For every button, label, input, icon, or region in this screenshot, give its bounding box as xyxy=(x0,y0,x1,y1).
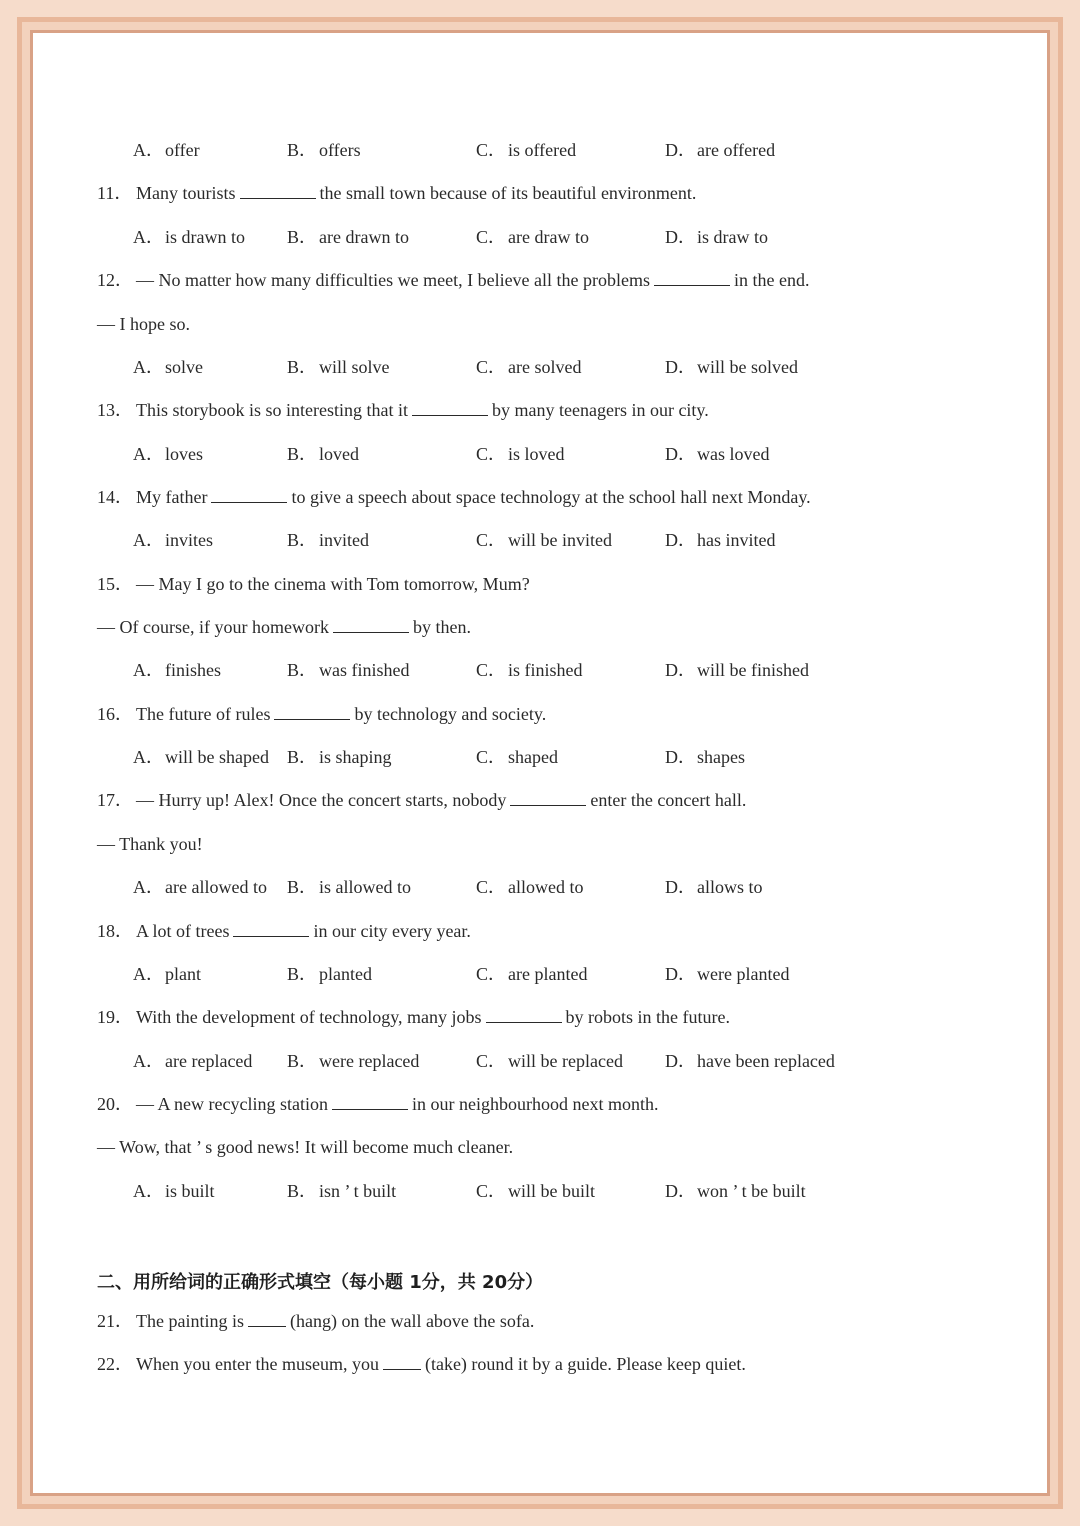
q11-option-d: D．is draw to xyxy=(665,227,768,247)
q13-option-b: B． loved xyxy=(287,444,359,464)
q17-stem: 17． — Hurry up! Alex! Once the concert starts, nobody enter the concert hall. xyxy=(97,790,747,810)
q12-reply: — I hope so. xyxy=(97,314,190,334)
q13-option-a: A．loves xyxy=(133,444,203,464)
answer-blank xyxy=(486,1006,562,1023)
answer-blank xyxy=(248,1310,286,1327)
q15-reply: — Of course, if your homework by then. xyxy=(97,617,471,637)
q14-option-d: D．has invited xyxy=(665,530,776,550)
q18-stem: 18． A lot of trees in our city every year. xyxy=(97,921,471,941)
answer-blank xyxy=(332,1093,408,1110)
q19-option-b: B． were replaced xyxy=(287,1051,420,1071)
q10-option-a: A．offer xyxy=(133,140,200,160)
answer-blank xyxy=(333,616,409,633)
q20-reply: — Wow, that ’ s good news! It will become much cleaner. xyxy=(97,1137,514,1157)
q18-option-a: A．plant xyxy=(133,964,201,984)
q20-option-a: A．is built xyxy=(133,1181,215,1201)
q18-options xyxy=(0,963,1080,985)
q16-option-b: B． is shaping xyxy=(287,747,392,767)
q15-option-d: D．will be finished xyxy=(665,660,809,680)
q14-option-b: B． invited xyxy=(287,530,369,550)
q13-options xyxy=(0,443,1080,465)
q17-option-a: A．are allowed to xyxy=(133,877,267,897)
q13-option-c: C． is loved xyxy=(476,444,565,464)
q20-option-b: B． isn ’ t built xyxy=(287,1181,397,1201)
q17-option-d: D．allows to xyxy=(665,877,763,897)
q15-options xyxy=(0,659,1080,681)
q18-option-d: D．were planted xyxy=(665,964,790,984)
q14-option-a: A．invites xyxy=(133,530,213,550)
q22-stem: 22． When you enter the museum, you (take) round it by a guide. Please keep quiet. xyxy=(97,1354,746,1374)
q17-option-b: B． is allowed to xyxy=(287,877,411,897)
answer-blank xyxy=(412,399,488,416)
q19-options xyxy=(0,1050,1080,1072)
q12-option-c: C． are solved xyxy=(476,357,582,377)
q17-options xyxy=(0,876,1080,898)
q12-stem: 12． — No matter how many difficulties we meet, I believe all the problems in the end. xyxy=(97,270,810,290)
q14-option-c: C． will be invited xyxy=(476,530,612,550)
q16-options xyxy=(0,746,1080,768)
q11-option-b: B． are drawn to xyxy=(287,227,409,247)
section-heading: 二、用所给词的正确形式填空（每小题 1分，共 20分） xyxy=(97,1272,544,1293)
q17-option-c: C． allowed to xyxy=(476,877,584,897)
q18-option-b: B． planted xyxy=(287,964,372,984)
q12-options xyxy=(0,356,1080,378)
answer-blank xyxy=(211,486,287,503)
q11-option-c: C． are draw to xyxy=(476,227,589,247)
q10-option-b: B． offers xyxy=(287,140,361,160)
q15-option-b: B． was finished xyxy=(287,660,410,680)
q20-option-d: D．won ’ t be built xyxy=(665,1181,806,1201)
q15-option-c: C． is finished xyxy=(476,660,583,680)
answer-blank xyxy=(654,269,730,286)
q16-stem: 16． The future of rules by technology and society. xyxy=(97,704,547,724)
q12-option-d: D．will be solved xyxy=(665,357,798,377)
q21-stem: 21． The painting is (hang) on the wall above the sofa. xyxy=(97,1311,535,1331)
q16-option-d: D．shapes xyxy=(665,747,745,767)
q15-stem: 15． — May I go to the cinema with Tom tomorrow, Mum? xyxy=(97,574,530,594)
q16-option-a: A．will be shaped xyxy=(133,747,269,767)
q11-options xyxy=(0,226,1080,248)
q20-stem: 20． — A new recycling station in our neighbourhood next month. xyxy=(97,1094,659,1114)
q17-reply: — Thank you! xyxy=(97,834,203,854)
q10-option-c: C． is offered xyxy=(476,140,577,160)
answer-blank xyxy=(233,920,309,937)
q16-option-c: C． shaped xyxy=(476,747,558,767)
q14-options xyxy=(0,529,1080,551)
q19-option-d: D．have been replaced xyxy=(665,1051,835,1071)
answer-blank xyxy=(510,789,586,806)
q14-stem: 14． My father to give a speech about space technology at the school hall next Monday. xyxy=(97,487,811,507)
q12-option-a: A．solve xyxy=(133,357,203,377)
answer-blank xyxy=(240,182,316,199)
q19-stem: 19． With the development of technology, many jobs by robots in the future. xyxy=(97,1007,731,1027)
q18-option-c: C． are planted xyxy=(476,964,588,984)
q10-option-d: D．are offered xyxy=(665,140,776,160)
q19-option-a: A．are replaced xyxy=(133,1051,253,1071)
q13-option-d: D．was loved xyxy=(665,444,770,464)
q19-option-c: C． will be replaced xyxy=(476,1051,623,1071)
answer-blank xyxy=(274,703,350,720)
q11-stem: 11． Many tourists the small town because of its beautiful environment. xyxy=(97,183,697,203)
q20-option-c: C． will be built xyxy=(476,1181,595,1201)
q15-option-a: A．finishes xyxy=(133,660,221,680)
q12-option-b: B． will solve xyxy=(287,357,390,377)
q20-options xyxy=(0,1180,1080,1202)
answer-blank xyxy=(383,1353,421,1370)
q11-option-a: A．is drawn to xyxy=(133,227,245,247)
q10-options xyxy=(0,139,1080,161)
q13-stem: 13． This storybook is so interesting that it by many teenagers in our city. xyxy=(97,400,709,420)
